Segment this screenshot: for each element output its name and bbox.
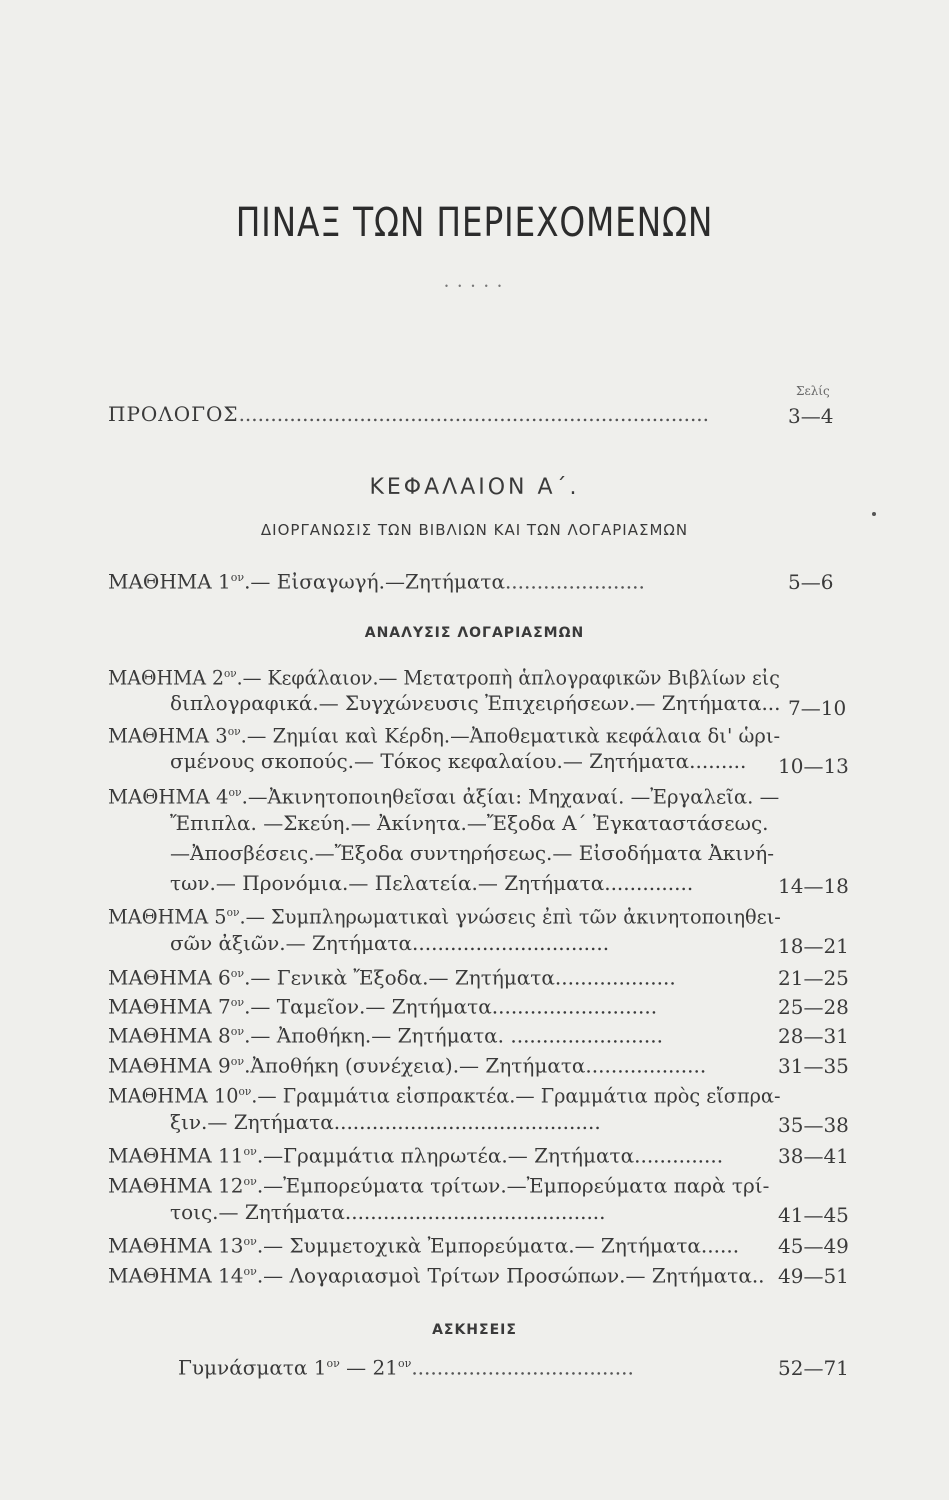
pages-column-header: Σελίς: [796, 384, 830, 398]
toc-line-lesson-7: [108, 991, 657, 1019]
entry-label: ΜΑΘΗΜΑ 12: [108, 1173, 244, 1198]
toc-line-lesson-9: [108, 1050, 706, 1078]
toc-line-lesson-4: [108, 781, 779, 809]
lesson-3-pages: 10—13: [778, 754, 849, 778]
entry-text: σῶν ἀξιῶν.— Ζητήματα...............................: [170, 931, 610, 955]
entry-text: .—Γραμμάτια πληρωτέα.— Ζητήματα..............: [256, 1143, 724, 1168]
lesson-13-pages: 45—49: [778, 1234, 849, 1258]
entry-text: τοις.— Ζητήματα.........................................: [170, 1200, 606, 1224]
entry-text: .— Εἰσαγωγή.—Ζητήματα: [244, 569, 505, 594]
entry-text: .— Συμπληρωματικαὶ γνώσεις ἐπὶ τῶν ἀκινητοποιηθει-: [239, 904, 781, 929]
ordinal-suffix: ον: [230, 571, 245, 584]
lesson-8-pages: 28—31: [778, 1024, 849, 1048]
entry-text: .— Συμμετοχικὰ Ἐμπορεύματα.— Ζητήματα......: [256, 1233, 740, 1258]
entry-leader-dots: ...................................: [411, 1355, 634, 1380]
toc-line-lesson-2: [108, 662, 780, 690]
toc-line-lesson-3-cont: [170, 749, 746, 773]
entry-text: .—Ἐμπορεύματα τρίτων.—Ἐμπορεύματα παρὰ τρί-: [256, 1173, 770, 1198]
entry-label: ΜΑΘΗΜΑ 3: [108, 723, 228, 748]
entry-text: .— Γενικὰ Ἔξοδα.— Ζητήματα...................: [244, 965, 676, 990]
entry-text: .— Γραμμάτια εἰσπρακτέα.— Γραμμάτια πρὸς εἴσπρα-: [251, 1083, 781, 1108]
toc-line-lesson-10: [108, 1080, 780, 1108]
toc-line-lesson-5: [108, 901, 781, 929]
lesson-2-pages: 7—10: [788, 696, 847, 720]
entry-label: ΜΑΘΗΜΑ 5: [108, 904, 227, 929]
ordinal-suffix: ον: [243, 1265, 257, 1278]
entry-text: σμένους σκοπούς.— Τόκος κεφαλαίου.— Ζητήματα.........: [170, 749, 747, 773]
entry-label: ΜΑΘΗΜΑ 9: [108, 1053, 231, 1078]
entry-text: Ἔπιπλα. —Σκεύη.— Ἀκίνητα.—Ἔξοδα Α΄ Ἐγκαταστάσεως.: [170, 811, 769, 835]
exercises-heading: ΑΣΚΗΣΕΙΣ: [432, 1322, 517, 1338]
ordinal-suffix: ον: [224, 667, 237, 680]
lesson-6-pages: 21—25: [778, 966, 849, 990]
entry-label: ΠΡΟΛΟΓΟΣ: [108, 402, 239, 426]
analysis-heading: ΑΝΑΛΥΣΙΣ ΛΟΓΑΡΙΑΣΜΩΝ: [364, 625, 585, 641]
toc-line-lesson-4-cont: [170, 871, 693, 895]
entry-leader-dots: ......................: [504, 569, 645, 594]
toc-entry-exercises: [178, 1352, 634, 1380]
ordinal-suffix: ον: [243, 1145, 257, 1158]
lesson-10-pages: 35—38: [778, 1113, 849, 1137]
toc-line-lesson-11: [108, 1140, 723, 1168]
ordinal-suffix: ον: [230, 967, 245, 980]
entry-text: .Ἀποθήκη (συνέχεια).— Ζητήματα...................: [244, 1053, 707, 1078]
toc-line-lesson-13: [108, 1230, 739, 1258]
toc-line-lesson-5-cont: [170, 931, 609, 955]
ink-speck: [872, 512, 876, 516]
ordinal-suffix: ον: [326, 1357, 340, 1370]
entry-text: — 21: [339, 1355, 398, 1380]
lesson-7-pages: 25—28: [778, 995, 849, 1019]
entry-label: ΜΑΘΗΜΑ 13: [108, 1233, 244, 1258]
ordinal-suffix: ον: [243, 1235, 257, 1248]
page-title: ΠΙΝΑΞ ΤΩΝ ΠΕΡΙΕΧΟΜΕΝΩΝ: [235, 200, 714, 246]
entry-text: ξιν.— Ζητήματα..........................................: [170, 1110, 601, 1134]
exercises-pages: 52—71: [778, 1356, 849, 1380]
entry-text: —Ἀποσβέσεις.—Ἔξοδα συντηρήσεως.— Εἰσοδήματα Ἀκινή-: [170, 841, 775, 865]
entry-text: .— Ζημίαι καὶ Κέρδη.—Ἀποθεματικὰ κεφάλαια δι' ὡρι-: [240, 723, 781, 748]
toc-line-lesson-6: [108, 962, 676, 990]
entry-text: .— Ταμεῖον.— Ζητήματα..........................: [244, 994, 658, 1019]
entry-text: διπλογραφικά.— Συγχώνευσις Ἐπιχειρήσεων.— Ζητήματα...: [170, 691, 781, 715]
lesson-9-pages: 31—35: [778, 1054, 849, 1078]
entry-text: .— Κεφάλαιον.— Μετατροπὴ ἁπλογραφικῶν Βιβλίων εἰς: [236, 665, 780, 690]
entry-label: ΜΑΘΗΜΑ 2: [108, 665, 225, 690]
prologue-pages: 3—4: [788, 404, 834, 428]
toc-entry-prologue: [108, 402, 709, 426]
ordinal-suffix: ον: [243, 1175, 257, 1188]
lesson-4-pages: 14—18: [778, 874, 849, 898]
lesson-11-pages: 38—41: [778, 1144, 849, 1168]
toc-line-lesson-14: [108, 1260, 765, 1288]
toc-line-lesson-4-cont: [170, 841, 774, 865]
ordinal-suffix: ον: [230, 996, 245, 1009]
entry-label: ΜΑΘΗΜΑ 6: [108, 965, 231, 990]
entry-text: των.— Προνόμια.— Πελατεία.— Ζητήματα..............: [170, 871, 694, 895]
toc-line-lesson-8: [108, 1020, 663, 1048]
ordinal-suffix: ον: [398, 1357, 412, 1370]
entry-label: ΜΑΘΗΜΑ 14: [108, 1263, 244, 1288]
lesson-14-pages: 49—51: [778, 1264, 849, 1288]
lesson-5-pages: 18—21: [778, 934, 849, 958]
entry-label: ΜΑΘΗΜΑ 8: [108, 1023, 231, 1048]
ordinal-suffix: ον: [230, 1055, 245, 1068]
toc-line-lesson-3: [108, 720, 780, 748]
ordinal-suffix: ον: [226, 906, 240, 919]
title-ornament: • • • • •: [444, 282, 505, 291]
entry-label: ΜΑΘΗΜΑ 11: [108, 1143, 244, 1168]
entry-text: .—Ἀκινητοποιηθεῖσαι ἀξίαι: Μηχαναί. —Ἐργαλεῖα. —: [241, 784, 780, 809]
toc-line-lesson-12-cont: [170, 1200, 606, 1224]
entry-label: ΜΑΘΗΜΑ 4: [108, 784, 229, 809]
ordinal-suffix: ον: [227, 725, 241, 738]
toc-line-lesson-4-cont: [170, 811, 769, 835]
chapter-subtitle: ΔΙΟΡΓΑΝΩΣΙΣ ΤΩΝ ΒΙΒΛΙΩΝ ΚΑΙ ΤΩΝ ΛΟΓΑΡΙΑΣΜΩΝ: [260, 521, 689, 539]
ordinal-suffix: ον: [230, 1025, 245, 1038]
toc-line-lesson-12: [108, 1170, 769, 1198]
lesson-1-pages: 5—6: [788, 570, 834, 594]
toc-line-lesson-10-cont: [170, 1110, 601, 1134]
ordinal-suffix: ον: [238, 1085, 252, 1098]
chapter-title: ΚΕΦΑΛΑΙΟΝ Α΄.: [369, 475, 580, 500]
ordinal-suffix: ον: [228, 786, 242, 799]
toc-line-lesson-2-cont: [170, 691, 780, 715]
entry-leader-dots: ..........................................................................: [238, 402, 710, 426]
entry-label: Γυμνάσματα 1: [178, 1355, 327, 1380]
entry-text: .— Ἀποθήκη.— Ζητήματα. ........................: [244, 1023, 663, 1048]
toc-entry-lesson-1: [108, 566, 645, 594]
entry-text: .— Λογαριασμοὶ Τρίτων Προσώπων.— Ζητήματα..: [256, 1263, 765, 1288]
entry-label: ΜΑΘΗΜΑ 10: [108, 1083, 239, 1108]
entry-label: ΜΑΘΗΜΑ 7: [108, 994, 231, 1019]
lesson-12-pages: 41—45: [778, 1203, 849, 1227]
entry-label: ΜΑΘΗΜΑ 1: [108, 569, 231, 594]
